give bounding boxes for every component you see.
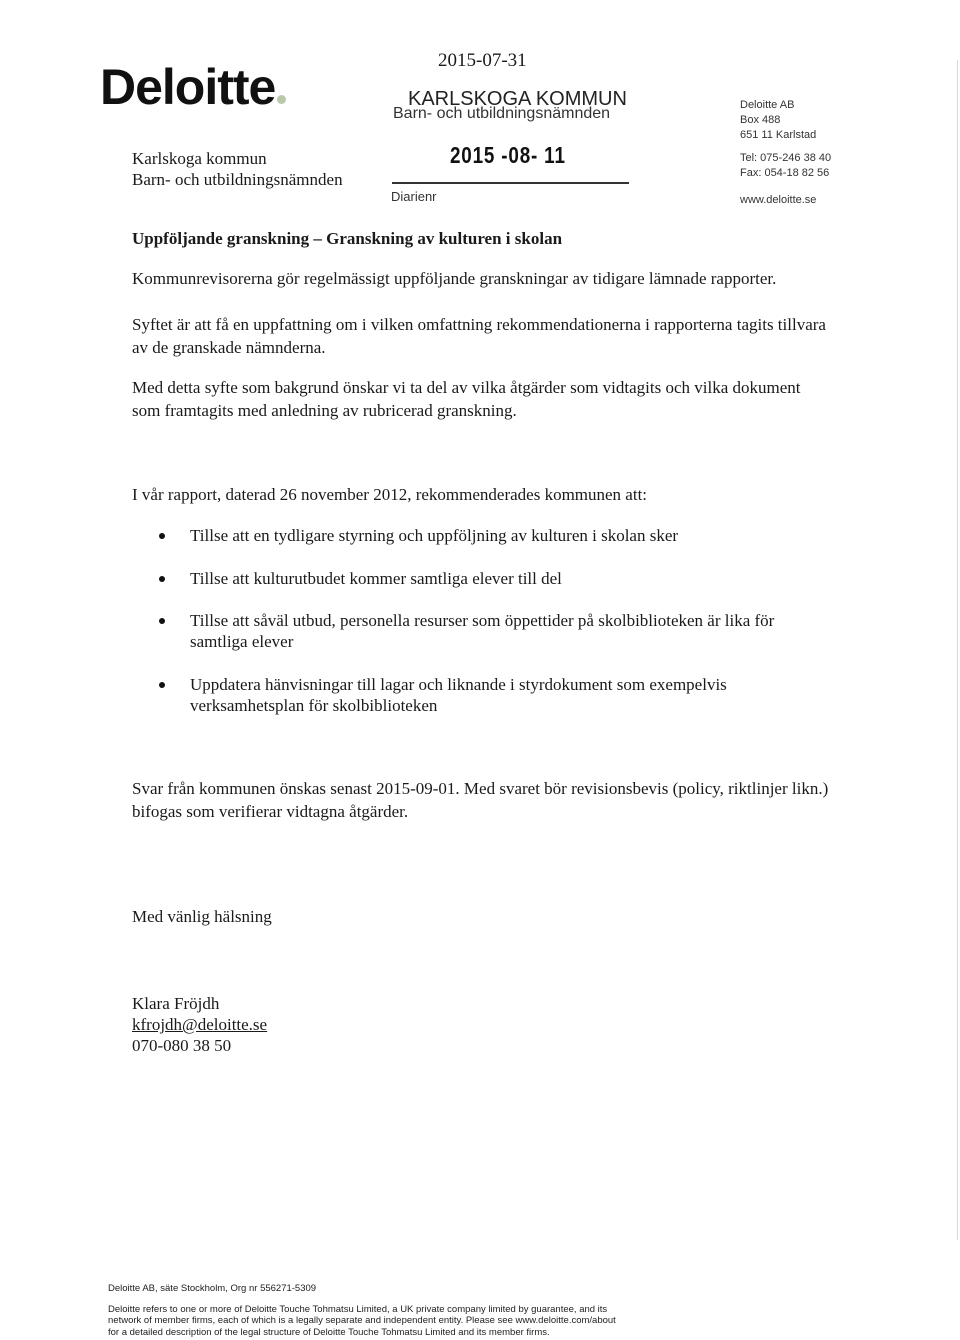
paragraph-report-reference: I vår rapport, daterad 26 november 2012, rekommenderades kommunen att: xyxy=(132,485,648,504)
paragraph-request: Med detta syfte som bakgrund önskar vi ta del av vilka åtgärder som vidtagits och vilka dokument som framtagits med anledning av rubricerad granskning. xyxy=(132,378,801,420)
list-item: Uppdatera hänvisningar till lagar och liknande i styrdokument som exempelvis verksamhetsplan för skolbiblioteken xyxy=(152,674,832,716)
stamp-divider xyxy=(392,182,629,184)
recipient-line: Barn- och utbildningsnämnden xyxy=(132,170,343,189)
footer-registration: Deloitte AB, säte Stockholm, Org nr 556271-5309 xyxy=(108,1283,317,1294)
bullet-icon xyxy=(159,533,165,539)
letter-date: 2015-07-31 xyxy=(438,50,527,71)
sender-address xyxy=(740,98,831,181)
sender-line: Deloitte AB xyxy=(740,99,795,111)
logo-dot-icon xyxy=(277,95,286,104)
footer-legal-line: for a detailed description of the legal structure of Deloitte Touche Tohmatsu Limited and its member firms. xyxy=(108,1326,550,1338)
signature-name: Klara Fröjdh xyxy=(132,994,220,1013)
stamp-received-date: 2015 -08- 11 xyxy=(450,142,566,168)
paragraph-response-request: Svar från kommunen önskas senast 2015-09-01. Med svaret bör revisionsbevis (policy, riktlinjer likn.) bifogas som verifierar vidtagna åtgärder. xyxy=(132,779,829,821)
paragraph-intro: Kommunrevisorerna gör regelmässigt uppföljande granskningar av tidigare lämnade rapporter. xyxy=(132,269,777,288)
sender-website-link[interactable]: www.deloitte.se xyxy=(740,194,817,206)
stamp-diarienr-label: Diarienr xyxy=(391,189,437,204)
bullet-icon xyxy=(159,682,165,688)
sender-line: 651 11 Karlstad xyxy=(740,129,817,141)
signature-phone: 070-080 38 50 xyxy=(132,1036,232,1055)
sender-spacer xyxy=(740,143,831,151)
bullet-icon xyxy=(159,576,165,582)
list-item: Tillse att kulturutbudet kommer samtliga elever till del xyxy=(152,568,832,589)
deloitte-logo: Deloitte xyxy=(100,62,286,112)
sender-line: Box 488 xyxy=(740,114,781,126)
recipient-address xyxy=(132,148,343,190)
letter-title: Uppföljande granskning – Granskning av kulturen i skolan xyxy=(132,229,563,248)
sender-line: Tel: 075-246 38 40 xyxy=(740,152,832,164)
signature-email-link[interactable]: kfrojdh@deloitte.se xyxy=(132,1015,268,1034)
list-item: Tillse att en tydligare styrning och uppföljning av kulturen i skolan sker xyxy=(152,525,832,546)
closing-greeting: Med vänlig hälsning xyxy=(132,907,272,926)
list-item: Tillse att såväl utbud, personella resurser som öppettider på skolbiblioteken är lika för samtliga elever xyxy=(152,610,832,652)
recommendations-list xyxy=(152,525,832,738)
stamp-organization: KARLSKOGA KOMMUN xyxy=(408,88,627,110)
recipient-line: Karlskoga kommun xyxy=(132,149,267,168)
bullet-icon xyxy=(159,618,165,624)
scan-edge-line xyxy=(957,60,958,1240)
legal-footer xyxy=(108,1283,616,1338)
footer-legal-line: Deloitte refers to one or more of Deloitte Touche Tohmatsu Limited, a UK private company limited by guarantee, and its xyxy=(108,1303,608,1315)
sender-line: Fax: 054-18 82 56 xyxy=(740,167,830,179)
paragraph-purpose: Syftet är att få en uppfattning om i vilken omfattning rekommendationerna i rapporterna tagits tillvara av de granskade nämnderna. xyxy=(132,315,826,357)
stamp-department: Barn- och utbildningsnämnden xyxy=(393,105,611,122)
signature-block xyxy=(132,993,267,1056)
footer-legal-line: network of member firms, each of which is a legally separate and independent entity. Please see www.deloitte.com/about xyxy=(108,1315,616,1326)
